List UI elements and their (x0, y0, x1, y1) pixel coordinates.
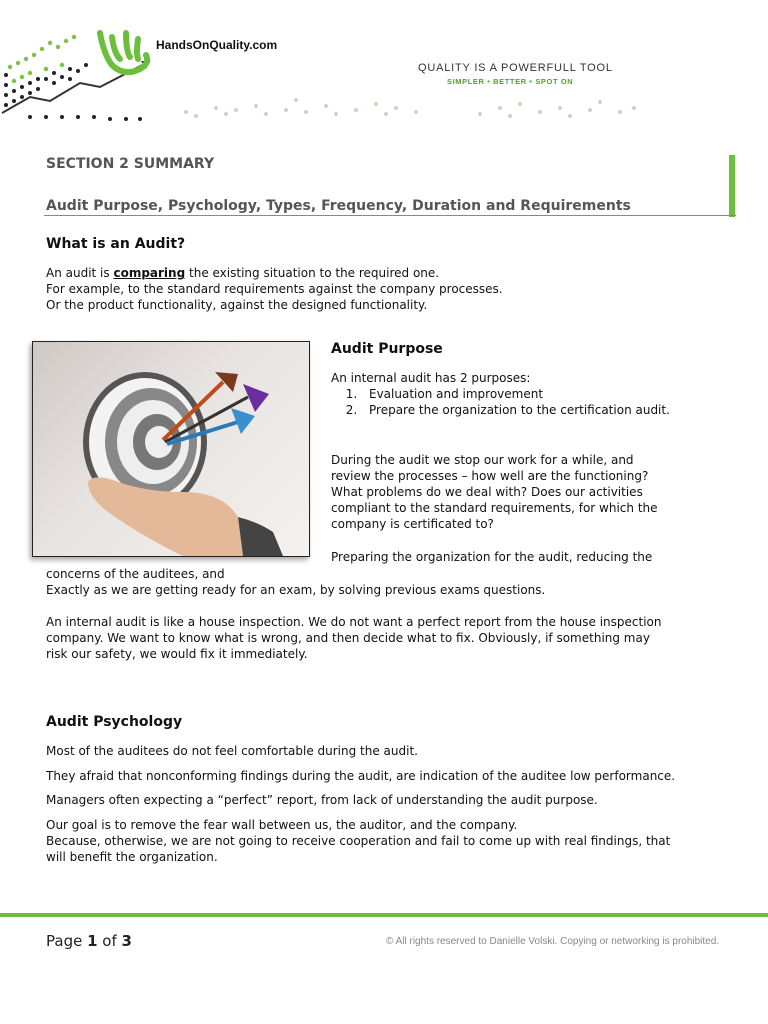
emphasis-comparing: comparing (113, 266, 186, 280)
audit-purpose-p3-line: Exactly as we are getting ready for an exam, by solving previous exams questions. (46, 583, 546, 597)
hands-on-quality-logo-icon (0, 25, 160, 125)
audit-purpose-intro: An internal audit has 2 purposes: (331, 371, 531, 385)
audit-purpose-p3-line: Preparing the organization for the audit, reducing the (331, 550, 653, 564)
copyright-notice: © All rights reserved to Danielle Volski. Copying or networking is prohibited. (386, 936, 720, 947)
audit-purpose-list (331, 386, 681, 418)
section-divider (44, 215, 736, 216)
what-is-audit-line-1: An audit is comparing the existing situation to the required one. (46, 266, 440, 280)
psychology-paragraph: Managers often expecting a “perfect” report, from lack of understanding the audit purpose. (46, 793, 598, 807)
footer-divider (0, 913, 768, 917)
audit-purpose-p2-line: compliant to the standard requirements, for which the (331, 501, 658, 515)
psychology-paragraph: Our goal is to remove the fear wall between us, the auditor, and the company. (46, 818, 518, 832)
psychology-paragraph: They afraid that nonconforming findings during the audit, are indication of the auditee low performance. (46, 769, 676, 783)
house-inspection-line: An internal audit is like a house inspection. We do not want a perfect report from the house inspection (46, 615, 662, 629)
audit-purpose-p3-line: concerns of the auditees, and (46, 567, 225, 581)
what-is-audit-line-2: For example, to the standard requirements against the company processes. (46, 282, 503, 296)
list-item: 1. Evaluation and improvement (361, 386, 681, 402)
target-with-darts-image (32, 341, 310, 557)
audit-psychology-heading: Audit Psychology (46, 714, 183, 730)
psychology-paragraph: Because, otherwise, we are not going to receive cooperation and fail to come up with real findings, that (46, 834, 671, 848)
page-number: Page 1 of 3 (46, 932, 132, 950)
what-is-audit-line-3: Or the product functionality, against the designed functionality. (46, 298, 428, 312)
accent-bar (729, 155, 735, 217)
site-name: HandsOnQuality.com (156, 38, 278, 52)
section-title: SECTION 2 SUMMARY (46, 156, 215, 172)
psychology-paragraph: will benefit the organization. (46, 850, 218, 864)
audit-purpose-p2-line: review the processes – how well are the functioning? (331, 469, 649, 483)
list-item: 2. Prepare the organization to the certification audit. (361, 402, 681, 418)
section-subtitle: Audit Purpose, Psychology, Types, Frequency, Duration and Requirements (46, 198, 631, 214)
audit-purpose-heading: Audit Purpose (331, 341, 443, 357)
audit-purpose-p2-line: What problems do we deal with? Does our activities (331, 485, 643, 499)
house-inspection-line: company. We want to know what is wrong, and then decide what to fix. Obviously, if something may (46, 631, 650, 645)
header-tagline: QUALITY IS A POWERFULL TOOL (418, 62, 613, 74)
header-subtagline: SIMPLER • BETTER • SPOT ON (447, 77, 574, 86)
psychology-paragraph: Most of the auditees do not feel comfortable during the audit. (46, 744, 418, 758)
audit-purpose-p2-line: During the audit we stop our work for a while, and (331, 453, 634, 467)
what-is-audit-heading: What is an Audit? (46, 236, 186, 252)
decorative-dots-band (180, 92, 640, 124)
house-inspection-line: risk our safety, we would fix it immediately. (46, 647, 308, 661)
audit-purpose-p2-line: company is certificated to? (331, 517, 494, 531)
